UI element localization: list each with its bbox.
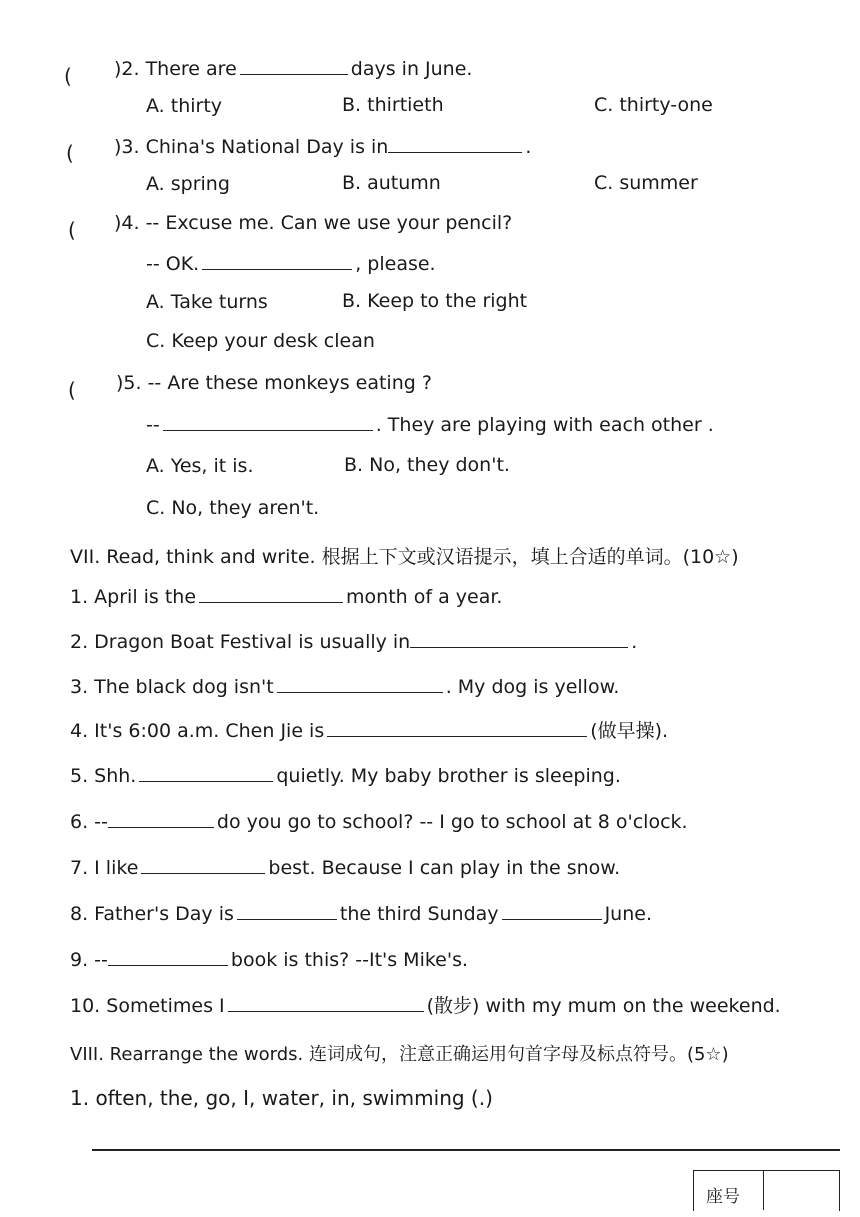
fill-item-2 [70, 629, 637, 654]
answer-blank[interactable] [388, 134, 522, 153]
answer-blank[interactable] [228, 993, 424, 1012]
answer-blank[interactable] [108, 809, 214, 828]
fill-item-3 [70, 674, 619, 699]
option-a: A. Take turns [146, 291, 268, 313]
answer-blank[interactable] [108, 947, 228, 966]
fill-item-10 [70, 993, 781, 1018]
fill-item-6 [70, 809, 688, 834]
option-b: B. autumn [342, 172, 441, 194]
question-stem: )3. China's National Day is in [114, 136, 389, 158]
question-3 [114, 134, 531, 159]
item-text: . [631, 631, 638, 653]
item-text: 2. Dragon Boat Festival is usually in [70, 631, 411, 653]
reply-text: . They are playing with each other . [375, 414, 714, 436]
rearrange-item-1: 1. often, the, go, I, water, in, swimming (.) [70, 1086, 493, 1110]
seat-box-divider [763, 1170, 764, 1210]
option-a: A. Yes, it is. [146, 455, 254, 477]
item-text: month of a year. [346, 586, 503, 608]
option-c: C. summer [594, 172, 698, 194]
option-c: C. thirty-one [594, 94, 713, 116]
question-stem: . [525, 136, 532, 158]
answer-paren[interactable]: ( [68, 218, 76, 242]
question-5-reply [146, 412, 714, 437]
question-stem: )2. There are [114, 58, 237, 80]
item-text: 6. -- [70, 811, 108, 833]
fill-item-8 [70, 901, 652, 926]
answer-paren[interactable]: ( [66, 141, 74, 165]
answer-blank[interactable] [141, 855, 265, 874]
item-text: best. Because I can play in the snow. [268, 857, 621, 879]
reply-text: , please. [355, 253, 436, 275]
answer-blank[interactable] [163, 412, 373, 431]
item-text: 8. Father's Day is [70, 903, 234, 925]
fill-item-1 [70, 584, 502, 609]
item-text: (做早操). [590, 720, 669, 742]
item-text: 10. Sometimes I [70, 995, 225, 1017]
item-text: quietly. My baby brother is sleeping. [276, 765, 621, 787]
option-c: C. No, they aren't. [146, 497, 320, 519]
item-text: 4. It's 6:00 a.m. Chen Jie is [70, 720, 325, 742]
item-text: (散步) with my mum on the weekend. [426, 995, 781, 1017]
answer-blank[interactable] [202, 251, 352, 270]
item-text: do you go to school? -- I go to school at 8 o'clock. [216, 811, 688, 833]
answer-line[interactable] [92, 1149, 840, 1151]
fill-item-4 [70, 718, 668, 743]
seat-number-label: 座号 [706, 1187, 740, 1207]
option-a: A. spring [146, 173, 230, 195]
answer-blank[interactable] [199, 584, 343, 603]
item-text: book is this? --It's Mike's. [230, 949, 469, 971]
question-4-reply [146, 251, 436, 276]
section-7-title: VII. Read, think and write. 根据上下文或汉语提示，填上合适的单词。(10☆) [70, 546, 739, 568]
fill-item-9 [70, 947, 468, 972]
question-4: )4. -- Excuse me. Can we use your pencil? [114, 212, 513, 234]
option-a: A. thirty [146, 95, 223, 117]
fill-item-7 [70, 855, 620, 880]
answer-blank[interactable] [277, 674, 443, 693]
seat-number-field[interactable] [768, 1176, 832, 1210]
answer-blank[interactable] [237, 901, 337, 920]
item-text: 3. The black dog isn't [70, 676, 274, 698]
option-b: B. Keep to the right [342, 290, 528, 312]
fill-item-5 [70, 763, 621, 788]
question-2 [114, 56, 472, 81]
answer-paren[interactable]: ( [64, 64, 72, 88]
item-text: . My dog is yellow. [445, 676, 620, 698]
item-text: the third Sunday [339, 903, 499, 925]
item-text: 7. I like [70, 857, 139, 879]
item-text: 9. -- [70, 949, 108, 971]
option-c: C. Keep your desk clean [146, 330, 375, 352]
item-text: June. [604, 903, 652, 925]
answer-blank[interactable] [240, 56, 348, 75]
answer-paren[interactable]: ( [68, 378, 76, 402]
section-8-title: VIII. Rearrange the words. 连词成句，注意正确运用句首字母及标点符号。(5☆) [70, 1044, 729, 1065]
reply-text: -- OK. [146, 253, 200, 275]
question-stem: days in June. [350, 58, 473, 80]
question-5: )5. -- Are these monkeys eating ? [116, 372, 432, 394]
item-text: 1. April is the [70, 586, 197, 608]
answer-blank[interactable] [327, 718, 587, 737]
answer-blank[interactable] [139, 763, 273, 782]
reply-text: -- [146, 414, 160, 436]
option-b: B. No, they don't. [344, 454, 510, 476]
answer-blank[interactable] [410, 629, 628, 648]
answer-blank[interactable] [502, 901, 602, 920]
item-text: 5. Shh. [70, 765, 137, 787]
option-b: B. thirtieth [342, 94, 444, 116]
